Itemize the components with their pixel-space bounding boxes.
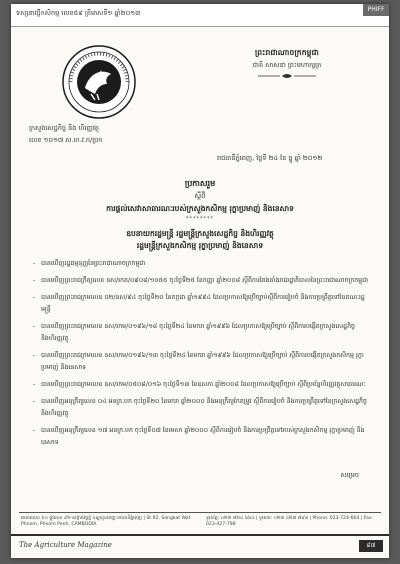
- preamble-item: - បានឃើញព្រះរាជក្រឹត្យលេខ នស/រកត/០៩០៨/១០៥៥ ចុះថ្ងៃទី២៥ ខែកញ្ញា ឆ្នាំ២០០៨ ស្តីពីការតែងតាំងរាជរដ្ឋាភិបាលនៃព្រះរាជាណាចក្រកម្ពុជា: [33, 275, 371, 287]
- preamble-item: - បានឃើញរដ្ឋធម្មនុញ្ញនៃព្រះរាជាណាចក្រកម្ពុជា: [33, 258, 371, 270]
- document-subject: ការផ្តល់សេវាសាធារណៈរបស់ក្រសួងកសិកម្ម រុក្ខាប្រមាញ់ និងនេសាទ: [106, 204, 294, 213]
- issuer-line: រដ្ឋមន្ត្រីក្រសួងកសិកម្ម រុក្ខាប្រមាញ់ និងនេសាទ: [136, 241, 264, 250]
- running-title: ទស្សនាវដ្តីកសិកម្ម លេខ៥៩ ត្រីមាសទី១ ឆ្នាំ២០១៣: [16, 9, 141, 17]
- running-header: [11, 4, 389, 27]
- ornament-divider: [258, 73, 316, 79]
- footer-contact: ទូរស័ព្ទ: ០២៣ ៧២៤ ៦៦៤ | ទូរសារ: ០២៣ ៤២៧ ៧៩៨ | Phone: 023-724-664 | Fax: 023-427-798: [206, 516, 374, 527]
- date-line: រាជធានីភ្នំពេញ, ថ្ងៃទី ២៤ ខែ ធ្នូ ឆ្នាំ ២០១២: [217, 154, 323, 162]
- preamble-item: - បានឃើញព្រះរាជក្រមលេខ នស/រកម/០១៩៦/១៨ ចុះថ្ងៃទី២៤ ខែមករា ឆ្នាំ១៩៩៦ ដែលប្រកាសឱ្យប្រើច្បាប់ ស្តីពីការបង្កើតក្រសួងសេដ្ឋកិច្ច និងហិរញ្ញវត្ថុ: [33, 321, 371, 345]
- separator: ********: [186, 216, 214, 222]
- national-motto: ជាតិ សាសនា ព្រះមហាក្សត្រ: [252, 61, 322, 69]
- header-tag: PHIFF: [363, 4, 389, 16]
- ministry-name: ក្រសួងសេដ្ឋកិច្ច និង ហិរញ្ញវត្ថុ: [29, 124, 100, 132]
- kingdom-heading: ព្រះរាជាណាចក្រកម្ពុជា: [255, 48, 319, 57]
- footer-divider: [19, 512, 381, 513]
- preamble-list: [33, 258, 371, 454]
- about-label: ស្តីពី: [194, 192, 206, 200]
- decided-label: សម្រេច: [340, 471, 359, 479]
- preamble-item: - បានឃើញព្រះរាជក្រមលេខ នស/រកម/០១៩៦/១៣ ចុះថ្ងៃទី២៤ ខែមករា ឆ្នាំ១៩៩៦ ដែលប្រកាសឱ្យប្រើច្បាប់ ស្តីពីការបង្កើតក្រសួងកសិកម្ម រុក្ខាប្រមាញ់ និងនេសាទ: [33, 350, 371, 374]
- preamble-item: - បានឃើញអនុក្រឹត្យលេខ ១៧ អនក្រ.បក ចុះថ្ងៃទី០៧ ខែមេសា ឆ្នាំ២០០០ ស្តីពីការរៀបចំ និងការប្រព្រឹត្តទៅរបស់ក្រសួងកសិកម្ម រុក្ខាប្រមាញ់ និងនេសាទ: [33, 425, 371, 449]
- document-type: ប្រកាសរួម: [184, 179, 216, 188]
- ministry-seal-logo: [61, 44, 137, 120]
- magazine-title: The Agriculture Magazine: [19, 541, 112, 549]
- document-page: [11, 4, 389, 558]
- issuer-line: ឧបនាយករដ្ឋមន្ត្រី រដ្ឋមន្ត្រីក្រសួងសេដ្ឋកិច្ច និងហិរញ្ញវត្ថុ: [126, 229, 274, 238]
- preamble-item: - បានឃើញព្រះរាជក្រមលេខ ០២/នស/៩៤ ចុះថ្ងៃទី២០ ខែកក្កដា ឆ្នាំ១៩៩៤ ដែលប្រកាសឱ្យប្រើច្បាប់ស្តីពីការរៀបចំ និងការប្រព្រឹត្តទៅនៃគណៈរដ្ឋមន្ត្រី: [33, 292, 371, 316]
- preamble-item: - បានឃើញព្រះរាជក្រមលេខ នស/រកម/០៥០៨/០១៦ ចុះថ្ងៃទី១៣ ខែឧសភា ឆ្នាំ២០០៨ ដែលប្រកាសឱ្យប្រើច្បាប់ ស្តីពីប្រព័ន្ធហិរញ្ញវត្ថុសាធារណៈ: [33, 379, 371, 391]
- issuer-block: [11, 228, 389, 252]
- reference-number: លេខ ១០១៧ ស.ហ.វ.ក/ប្រក: [29, 136, 103, 144]
- page-number: ៨៧: [359, 540, 383, 552]
- preamble-item: - បានឃើញអនុក្រឹត្យលេខ ០៤ អនក្រ.បក ចុះថ្ងៃទី២០ ខែមករា ឆ្នាំ២០០០ និងអនុក្រឹត្យកែតម្រូវ ស្តីពីការរៀបចំ និងការប្រព្រឹត្តទៅនៃក្រសួងសេដ្ឋកិច្ច និងហិរញ្ញវត្ថុ: [33, 396, 371, 420]
- footer-address: អាគារលេខ ៦០ ផ្លូវលេខ ៩២ សង្កាត់វត្តភ្នំ ខណ្ឌដូនពេញ រាជធានីភ្នំពេញ | St.92, Sangkat Wat Phnom, Phnom Penh, CAMBODIA: [21, 516, 191, 527]
- page-footer-band: [11, 534, 389, 558]
